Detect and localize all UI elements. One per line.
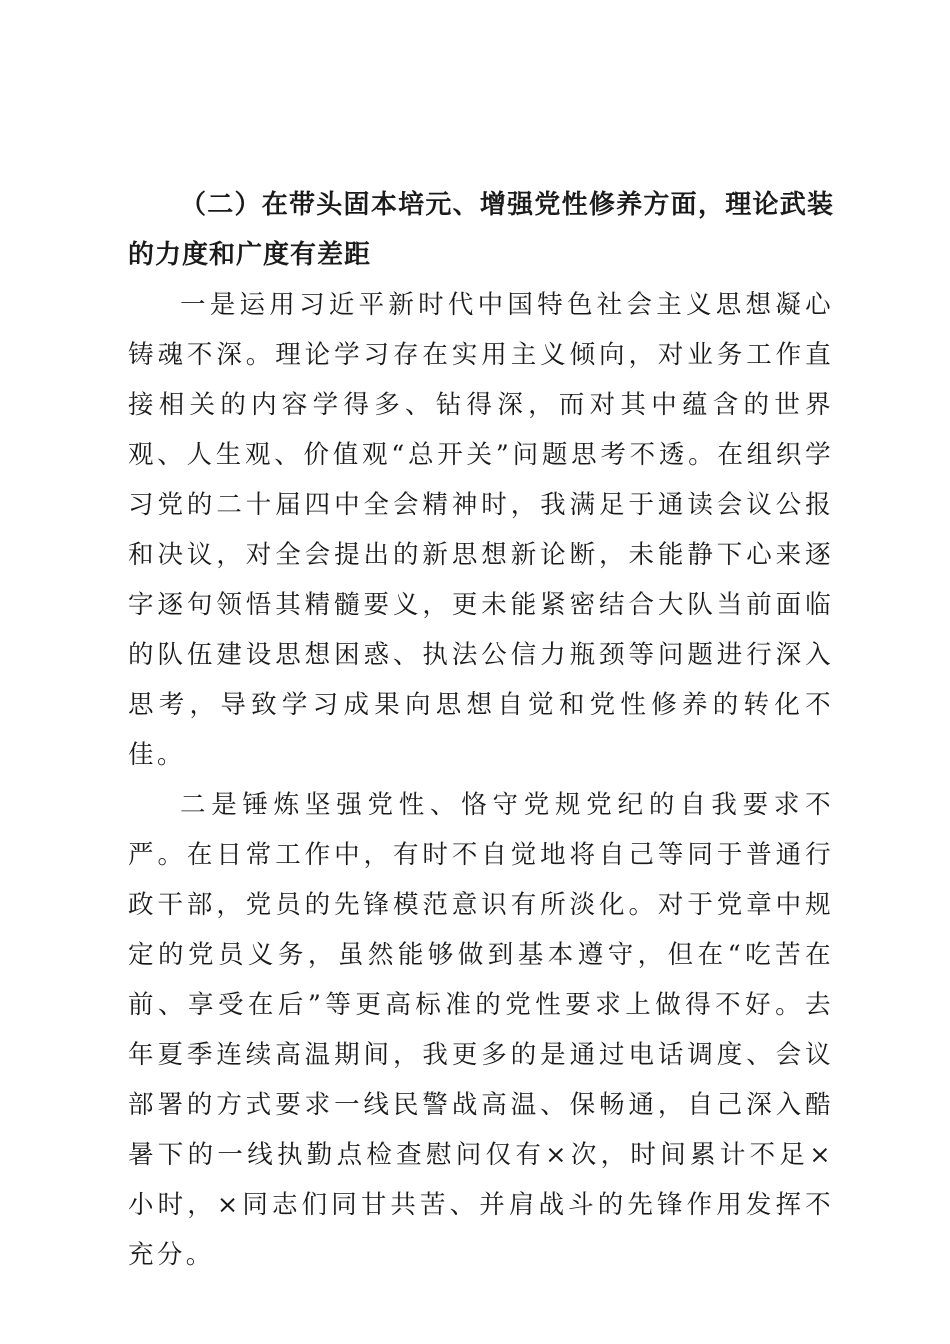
paragraph-1: 一是运用习近平新时代中国特色社会主义思想凝心铸魂不深。理论学习存在实用主义倾向，对业务工作直接相关的内容学得多、钻得深，而对其中蕴含的世界观、人生观、价值观“总开关”问题思考不透。在组织学习党的二十届四中全会精神时，我满足于通读会议公报和决议，对全会提出的新思想新论断，未能静下心来逐字逐句领悟其精髓要义，更未能紧密结合大队当前面临的队伍建设思想困惑、执法公信力瓶颈等问题进行深入思考，导致学习成果向思想自觉和党性修养的转化不佳。	[128, 290, 834, 770]
paragraph-2: 二是锤炼坚强党性、恪守党规党纪的自我要求不严。在日常工作中，有时不自觉地将自己等同于普通行政干部，党员的先锋模范意识有所淡化。对于党章中规定的党员义务，虽然能够做到基本遵守，但在“吃苦在前、享受在后”等更高标准的党性要求上做得不好。去年夏季连续高温期间，我更多的是通过电话调度、会议部署的方式要求一线民警战高温、保畅通，自己深入酷暑下的一线执勤点检查慰问仅有×次，时间累计不足×小时，×同志们同甘共苦、并肩战斗的先锋作用发挥不充分。	[128, 790, 834, 1270]
section-heading: （二）在带头固本培元、增强党性修养方面，理论武装的力度和广度有差距	[128, 190, 834, 270]
document-body	[128, 180, 834, 1280]
